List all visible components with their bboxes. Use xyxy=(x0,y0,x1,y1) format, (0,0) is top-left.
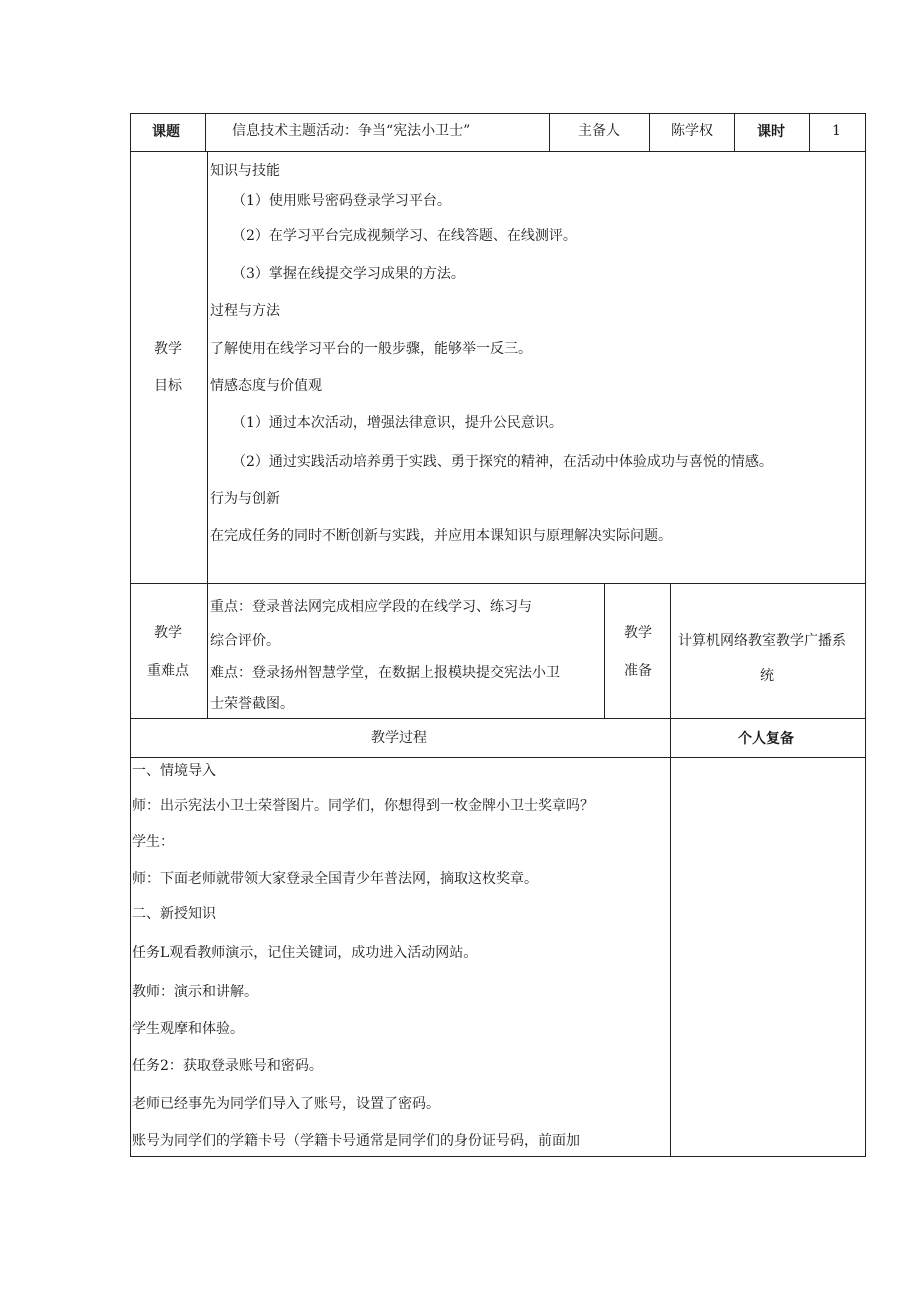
table-border-left xyxy=(130,113,131,1157)
objective-line-2: （1）使用账号密码登录学习平台。 xyxy=(232,193,451,209)
process-col-divider xyxy=(670,718,671,1157)
process-line-9: 任务2：获取登录账号和密码。 xyxy=(132,1058,323,1074)
keypoints-col-divider-2 xyxy=(670,583,671,719)
process-line-3: 学生： xyxy=(132,834,174,850)
process-line-7: 教师：演示和讲解。 xyxy=(132,984,258,1000)
hours-value: 1 xyxy=(832,123,841,139)
prep-label-line1: 教学 xyxy=(624,625,652,641)
objective-line-9: （2）通过实践活动培养勇于实践、勇于探究的精神，在活动中体验成功与喜悦的情感。 xyxy=(232,454,773,470)
preparer-value: 陈学权 xyxy=(671,123,713,139)
topic-value: 信息技术主题活动：争当“宪法小卫士” xyxy=(232,123,471,139)
hours-label: 课时 xyxy=(757,124,785,140)
preparer-label: 主备人 xyxy=(578,123,620,139)
objective-line-1: 知识与技能 xyxy=(210,163,280,179)
process-line-2: 师：出示宪法小卫士荣誉图片。同学们，你想得到一枚金牌小卫士奖章吗？ xyxy=(132,798,594,814)
objective-line-3: （2）在学习平台完成视频学习、在线答题、在线测评。 xyxy=(232,228,577,244)
objective-line-8: （1）通过本次活动，增强法律意识，提升公民意识。 xyxy=(232,415,563,431)
label-col-divider xyxy=(207,151,208,719)
header-col-5 xyxy=(809,113,810,152)
objective-line-10: 行为与创新 xyxy=(210,491,280,507)
keypoint-line-1: 重点：登录普法网完成相应学段的在线学习、练习与 xyxy=(210,599,532,615)
table-border-bottom xyxy=(130,1156,866,1157)
header-col-1 xyxy=(205,113,206,152)
keypoints-col-divider-1 xyxy=(604,583,605,719)
process-line-4: 师：下面老师就带领大家登录全国青少年普法网，摘取这枚奖章。 xyxy=(132,871,538,887)
objective-line-4: （3）掌握在线提交学习成果的方法。 xyxy=(232,266,465,282)
table-border-top xyxy=(130,113,866,114)
process-line-6: 任务L观看教师演示，记住关键词，成功进入活动网站。 xyxy=(132,945,478,961)
personal-review-header: 个人复备 xyxy=(738,731,794,747)
process-line-8: 学生观摩和体验。 xyxy=(132,1021,244,1037)
keypoint-line-4: 士荣誉截图。 xyxy=(210,696,294,712)
prep-label-line2: 准备 xyxy=(624,663,652,679)
keypoints-label-line1: 教学 xyxy=(154,625,182,641)
prep-line-2: 统 xyxy=(760,668,774,684)
process-line-11: 账号为同学们的学籍卡号（学籍卡号通常是同学们的身份证号码，前面加 xyxy=(132,1133,580,1149)
keypoints-label-line2: 重难点 xyxy=(147,663,189,679)
objectives-label-line2: 目标 xyxy=(154,378,182,394)
prep-line-1: 计算机网络教室教学广播系 xyxy=(678,633,846,649)
keypoint-line-2: 综合评价。 xyxy=(210,633,280,649)
objectives-label-line1: 教学 xyxy=(154,341,182,357)
process-line-5: 二、新授知识 xyxy=(132,906,216,922)
header-col-4 xyxy=(734,113,735,152)
process-header: 教学过程 xyxy=(371,730,427,746)
objective-line-5: 过程与方法 xyxy=(210,303,280,319)
header-col-3 xyxy=(649,113,650,152)
keypoint-line-3: 难点：登录扬州智慧学堂，在数据上报模块提交宪法小卫 xyxy=(210,665,560,681)
row-divider-keypoints xyxy=(130,718,866,719)
table-border-right xyxy=(865,113,866,1157)
header-col-2 xyxy=(549,113,550,152)
row-divider-header xyxy=(130,151,866,152)
process-line-10: 老师已经事先为同学们导入了账号，设置了密码。 xyxy=(132,1096,440,1112)
row-divider-process-header xyxy=(130,757,866,758)
objective-line-7: 情感态度与价值观 xyxy=(210,378,322,394)
topic-label: 课题 xyxy=(152,124,180,140)
row-divider-objectives xyxy=(130,583,866,584)
objective-line-11: 在完成任务的同时不断创新与实践，并应用本课知识与原理解决实际问题。 xyxy=(210,528,672,544)
process-line-1: 一、情境导入 xyxy=(132,763,216,779)
objective-line-6: 了解使用在线学习平台的一般步骤，能够举一反三。 xyxy=(210,341,532,357)
